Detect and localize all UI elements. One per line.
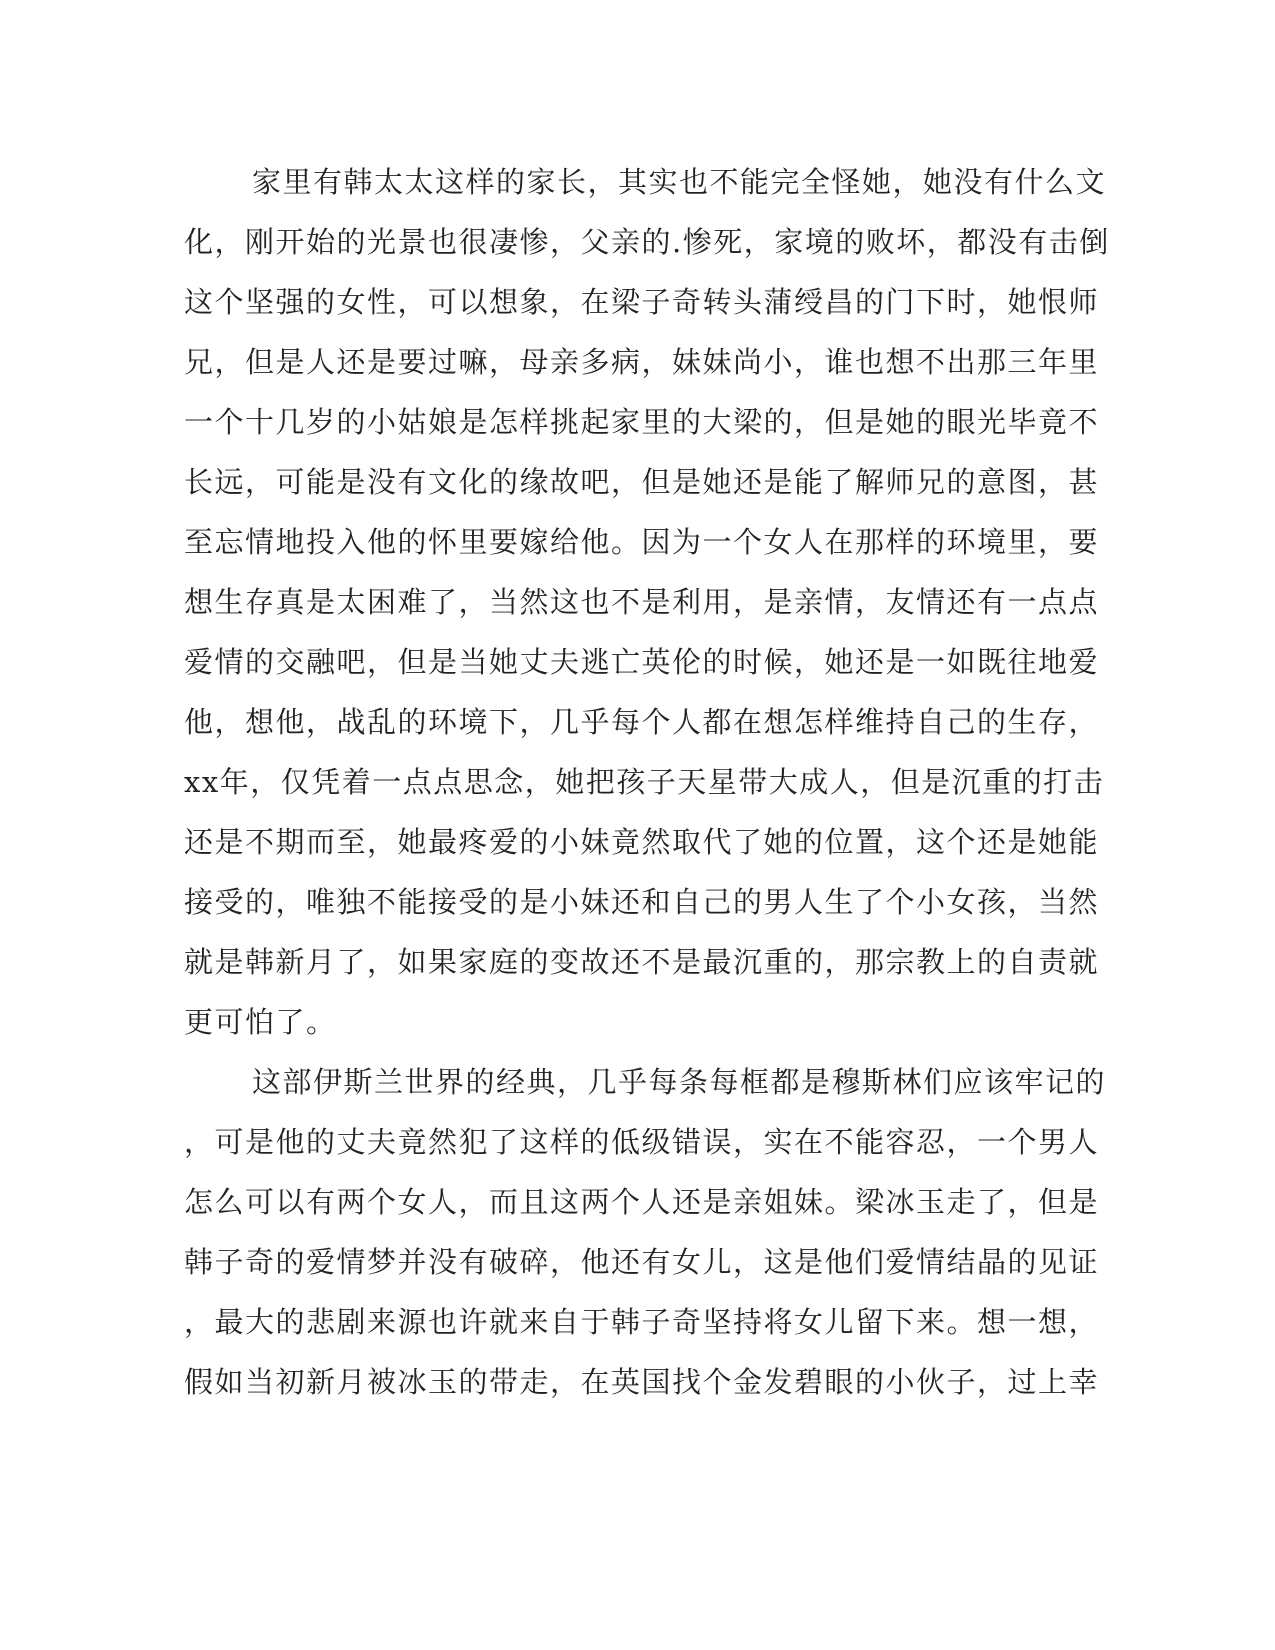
text-line: 就是韩新月了，如果家庭的变故还不是最沉重的，那宗教上的自责就 bbox=[184, 945, 1100, 979]
paragraph-2 bbox=[184, 1052, 1107, 1412]
paragraph-1 bbox=[184, 152, 1110, 1052]
text-line: ，最大的悲剧来源也许就来自于韩子奇坚持将女儿留下来。想一想， bbox=[184, 1305, 1100, 1339]
text-line: 韩子奇的爱情梦并没有破碎，他还有女儿，这是他们爱情结晶的见证 bbox=[184, 1245, 1100, 1279]
text-line: 爱情的交融吧，但是当她丈夫逃亡英伦的时候，她还是一如既往地爱 bbox=[184, 645, 1100, 679]
text-line: xx年，仅凭着一点点思念，她把孩子天星带大成人，但是沉重的打击 bbox=[184, 765, 1105, 799]
text-line: ，可是他的丈夫竟然犯了这样的低级错误，实在不能容忍，一个男人 bbox=[184, 1125, 1100, 1159]
text-line: 接受的，唯独不能接受的是小妹还和自己的男人生了个小女孩，当然 bbox=[184, 885, 1100, 919]
document-body bbox=[184, 152, 1110, 1412]
text-line: 家里有韩太太这样的家长，其实也不能完全怪她，她没有什么文 bbox=[252, 165, 1107, 199]
text-line: 更可怕了。 bbox=[184, 1005, 337, 1039]
text-line: 想生存真是太困难了，当然这也不是利用，是亲情，友情还有一点点 bbox=[184, 585, 1100, 619]
text-line: 兄，但是人还是要过嘛，母亲多病，妹妹尚小，谁也想不出那三年里 bbox=[184, 345, 1100, 379]
text-line: 假如当初新月被冰玉的带走，在英国找个金发碧眼的小伙子，过上幸 bbox=[184, 1365, 1100, 1399]
text-line: 一个十几岁的小姑娘是怎样挑起家里的大梁的，但是她的眼光毕竟不 bbox=[184, 405, 1100, 439]
text-line: 怎么可以有两个女人，而且这两个人还是亲姐妹。梁冰玉走了，但是 bbox=[184, 1185, 1100, 1219]
text-line: 这部伊斯兰世界的经典，几乎每条每框都是穆斯林们应该牢记的 bbox=[252, 1065, 1107, 1099]
text-line: 长远，可能是没有文化的缘故吧，但是她还是能了解师兄的意图，甚 bbox=[184, 465, 1100, 499]
text-line: 还是不期而至，她最疼爱的小妹竟然取代了她的位置，这个还是她能 bbox=[184, 825, 1100, 859]
text-line: 化，刚开始的光景也很凄惨，父亲的.惨死，家境的败坏，都没有击倒 bbox=[184, 225, 1110, 259]
text-line: 至忘情地投入他的怀里要嫁给他。因为一个女人在那样的环境里，要 bbox=[184, 525, 1100, 559]
text-line: 他，想他，战乱的环境下，几乎每个人都在想怎样维持自己的生存， bbox=[184, 705, 1100, 739]
text-line: 这个坚强的女性，可以想象，在梁子奇转头蒲绶昌的门下时，她恨师 bbox=[184, 285, 1100, 319]
